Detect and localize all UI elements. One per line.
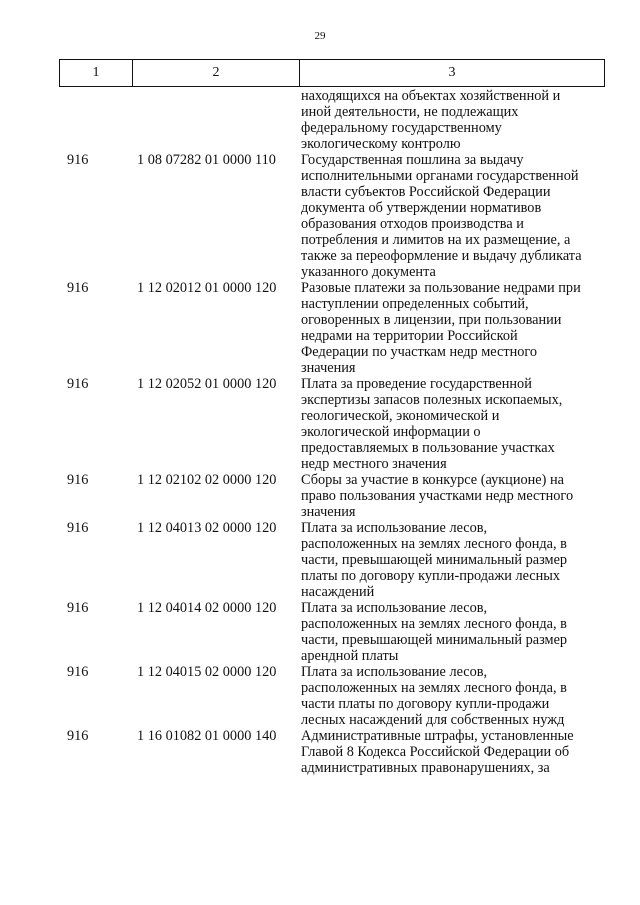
admin-code: 916 <box>67 376 89 392</box>
column-header-2: 2 <box>133 60 300 87</box>
column-header-table <box>59 59 605 87</box>
table-body <box>0 88 640 776</box>
budget-classification-code: 1 12 04014 02 0000 120 <box>137 600 277 616</box>
table-row <box>0 520 640 600</box>
revenue-name: Плата за использование лесов, расположенных на землях лесного фонда, в части, превышающей минимальный размер арендной платы <box>301 600 568 664</box>
column-header-1: 1 <box>60 60 133 87</box>
revenue-name: Разовые платежи за пользование недрами при наступлении определенных событий, оговоренных в лицензии, при пользовании недрами на территории Российской Федерации по участкам недр местного значения <box>301 280 581 376</box>
column-header-3: 3 <box>300 60 605 87</box>
revenue-name: Сборы за участие в конкурсе (аукционе) на право пользования участками недр местного значения <box>301 472 574 520</box>
continuation-text: находящихся на объектах хозяйственной и иной деятельности, не подлежащих федеральному государственному экологическому контролю <box>301 88 561 152</box>
budget-classification-code: 1 12 04013 02 0000 120 <box>137 520 277 536</box>
budget-classification-code: 1 12 02012 01 0000 120 <box>137 280 277 296</box>
table-row <box>0 664 640 728</box>
revenue-name: Плата за использование лесов, расположенных на землях лесного фонда, в части платы по договору купли-продажи лесных насаждений для собственных нужд <box>301 664 567 728</box>
revenue-name: Плата за использование лесов, расположенных на землях лесного фонда, в части, превышающей минимальный размер платы по договору купли-продажи лесных насаждений <box>301 520 568 600</box>
table-row <box>0 152 640 280</box>
revenue-name: Административные штрафы, установленные Главой 8 Кодекса Российской Федерации об административных правонарушениях, за <box>301 728 574 776</box>
budget-classification-code: 1 12 02052 01 0000 120 <box>137 376 277 392</box>
page-number: 29 <box>314 30 326 42</box>
admin-code: 916 <box>67 152 89 168</box>
budget-classification-code: 1 16 01082 01 0000 140 <box>137 728 277 744</box>
budget-classification-code: 1 08 07282 01 0000 110 <box>137 152 276 168</box>
admin-code: 916 <box>67 664 89 680</box>
admin-code: 916 <box>67 280 89 296</box>
revenue-name: Государственная пошлина за выдачу исполнительными органами государственной власти субъектов Российской Федерации документа об утверждении нормативов образования отходов производства и потребления и лимитов на их размещение, а также за переоформление и выдачу дубликата указанного документа <box>301 152 582 280</box>
table-row <box>0 472 640 520</box>
admin-code: 916 <box>67 600 89 616</box>
table-row <box>0 728 640 776</box>
revenue-name: Плата за проведение государственной экспертизы запасов полезных ископаемых, геологической, экономической и экологической информации о предоставляемых в пользование участках недр местного значения <box>301 376 563 472</box>
table-row <box>0 600 640 664</box>
budget-classification-code: 1 12 04015 02 0000 120 <box>137 664 277 680</box>
table-row <box>0 376 640 472</box>
admin-code: 916 <box>67 520 89 536</box>
admin-code: 916 <box>67 472 89 488</box>
admin-code: 916 <box>67 728 89 744</box>
continuation-row <box>0 88 640 152</box>
table-row <box>0 280 640 376</box>
budget-classification-code: 1 12 02102 02 0000 120 <box>137 472 277 488</box>
